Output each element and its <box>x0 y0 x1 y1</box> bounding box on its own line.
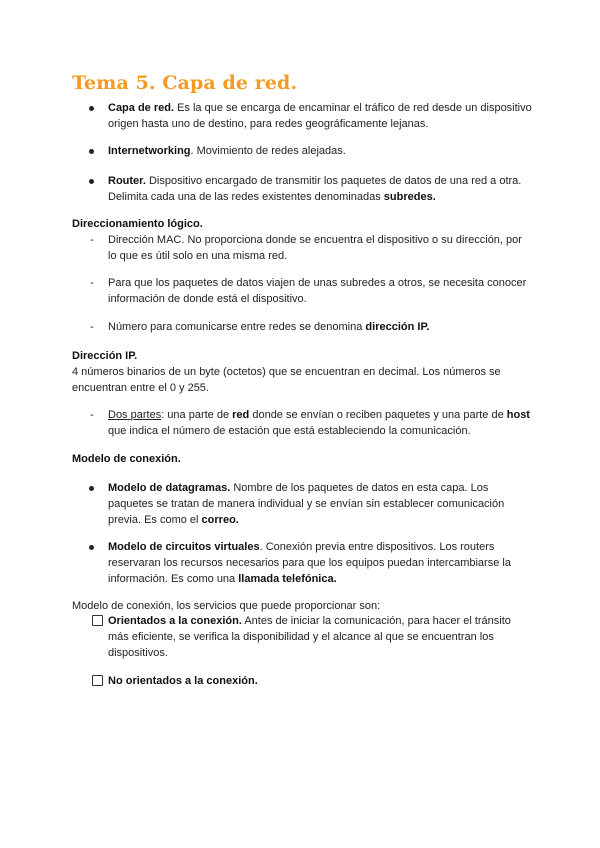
heading-modelo-conexion: Modelo de conexión. <box>72 453 181 465</box>
term-no-orientados: No orientados a la conexión. <box>108 675 258 687</box>
bullet-capa-de-red <box>108 100 532 132</box>
ip-text: Número para comunicarse entre redes se denomina <box>108 321 366 333</box>
def-circuitos-virtuales: . Conexión previa entre dispositivos. Los routers reservaran los recursos necesarios para que los equipos puedan intercambiarse la información. Es como una <box>108 541 511 585</box>
checkbox[interactable] <box>92 615 103 626</box>
term-correo: correo. <box>201 514 239 526</box>
term-subredes: subredes. <box>383 191 436 203</box>
term-internetworking: Internetworking <box>108 145 191 157</box>
heading-direccionamiento: Direccionamiento lógico. <box>72 218 203 230</box>
term-direccion-ip: dirección IP. <box>365 321 430 333</box>
dash-item-paquetes <box>108 275 532 307</box>
paquetes-text: Para que los paquetes de datos viajen de unas subredes a otros, se necesita conocer información de donde está el dispositivo. <box>108 277 527 305</box>
checkbox[interactable] <box>92 675 103 686</box>
bullet-datagramas <box>108 480 532 528</box>
checklist-item-orientados <box>108 613 532 661</box>
def-datagramas: Nombre de los paquetes de datos en esta capa. Los paquetes se tratan de manera individual y se envían sin establecer comunicación previa. Es como el <box>108 482 505 526</box>
dash-item-dos-partes <box>108 407 532 439</box>
def-orientados: Antes de iniciar la comunicación, para hacer el tránsito más eficiente, se verifica la disponibilidad y el alcance al que se encuentran los dispositivos. <box>108 615 511 659</box>
servicios-intro: Modelo de conexión, los servicios que puede proporcionar son: <box>72 600 381 612</box>
dash-item-mac <box>108 232 532 264</box>
heading-direccion-ip: Dirección IP. <box>72 350 138 362</box>
dash-item-ip <box>108 319 532 335</box>
direccion-ip-body: 4 números binarios de un byte (octetos) que se encuentran en decimal. Los números se encuentran entre el 0 y 255. <box>72 366 501 394</box>
dos-partes-b: donde se envían o reciben paquetes y una parte de <box>249 409 507 421</box>
term-orientados: Orientados a la conexión. <box>108 615 242 627</box>
dos-partes-c: que indica el número de estación que está estableciendo la comunicación. <box>108 425 471 437</box>
term-router: Router. <box>108 175 146 187</box>
term-host: host <box>506 409 530 421</box>
term-circuitos-virtuales: Modelo de circuitos virtuales <box>108 541 260 553</box>
def-internetworking: . Movimiento de redes alejadas. <box>190 145 346 157</box>
page-title: Tema 5. Capa de red. <box>72 72 298 94</box>
dos-partes-a: : una parte de <box>161 409 233 421</box>
term-capa-de-red: Capa de red. <box>108 102 175 114</box>
def-router: Dispositivo encargado de transmitir los paquetes de datos de una red a otra. Delimita cada una de las redes existentes denominadas <box>108 175 522 203</box>
bullet-internetworking <box>108 143 532 159</box>
dos-partes-label: Dos partes <box>108 409 162 421</box>
def-capa-de-red: Es la que se encarga de encaminar el tráfico de red desde un dispositivo origen hasta uno de destino, para redes geográficamente lejanas. <box>108 102 532 130</box>
term-llamada-telefonica: llamada telefónica. <box>238 573 337 585</box>
checklist-item-no-orientados <box>108 673 532 689</box>
bullet-circuitos-virtuales <box>108 539 532 587</box>
mac-text: Dirección MAC. No proporciona donde se encuentra el dispositivo o su dirección, por lo que es útil solo en una misma red. <box>108 234 522 262</box>
term-datagramas: Modelo de datagramas. <box>108 482 231 494</box>
bullet-router <box>108 173 532 205</box>
term-red: red <box>232 409 250 421</box>
